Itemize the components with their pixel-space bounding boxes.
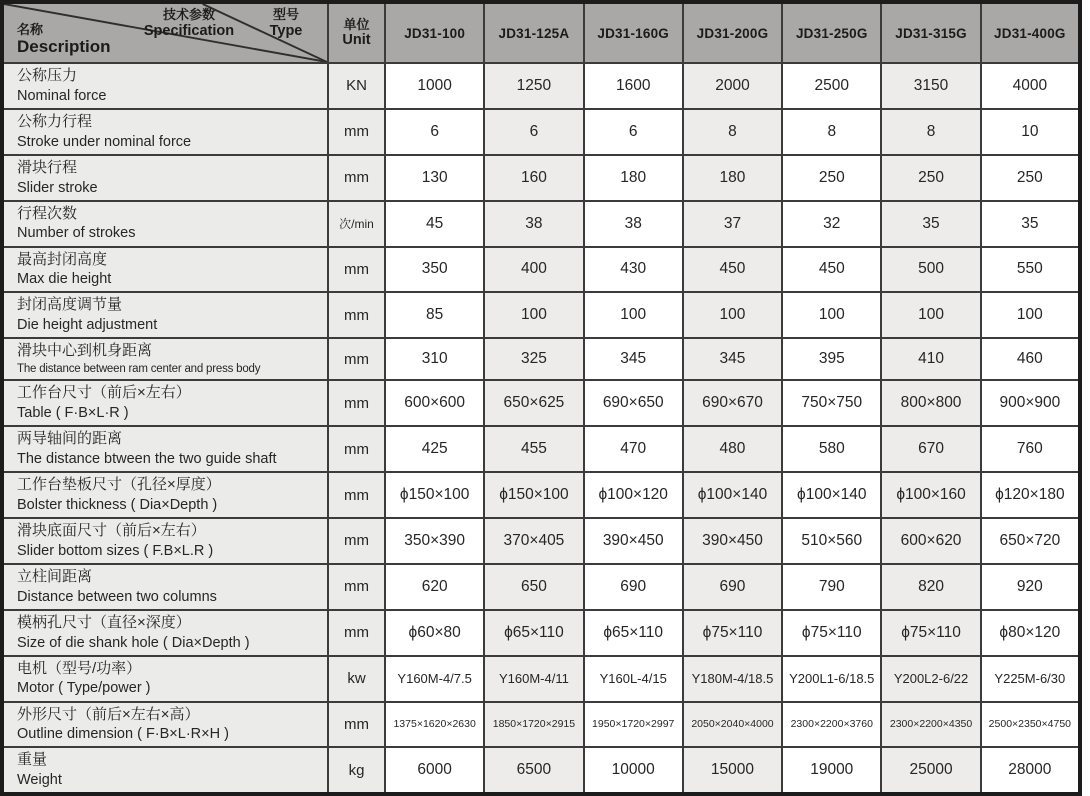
model-column-header: JD31-160G	[584, 2, 683, 63]
spec-value: ϕ75×110	[881, 610, 980, 656]
spec-value: 390×450	[683, 518, 782, 564]
spec-value: 250	[981, 155, 1080, 201]
spec-value: 250	[881, 155, 980, 201]
spec-value: Y160M-4/11	[484, 656, 583, 702]
row-label	[2, 564, 328, 610]
spec-value: 3150	[881, 63, 980, 109]
spec-value: ϕ75×110	[683, 610, 782, 656]
spec-value: 500	[881, 247, 980, 293]
spec-table-body	[2, 63, 1080, 794]
row-label	[2, 472, 328, 518]
spec-value: 160	[484, 155, 583, 201]
spec-value: 100	[782, 292, 881, 338]
row-label-en: Slider bottom sizes ( F.B×L.R )	[17, 542, 214, 559]
spec-value: 38	[584, 201, 683, 247]
spec-value: 1850×1720×2915	[484, 702, 583, 748]
spec-value: 600×600	[385, 380, 484, 426]
spec-value: 350×390	[385, 518, 484, 564]
model-column-header: JD31-315G	[881, 2, 980, 63]
row-label-cn: 两导轴间的距离	[17, 430, 123, 448]
row-label	[2, 201, 328, 247]
row-label-en: Distance between two columns	[17, 588, 217, 605]
spec-value: 6500	[484, 747, 583, 794]
spec-value: 455	[484, 426, 583, 472]
spec-value: 8	[881, 109, 980, 155]
spec-value: 650	[484, 564, 583, 610]
spec-value: 650×625	[484, 380, 583, 426]
spec-value: 2500	[782, 63, 881, 109]
model-column-header: JD31-250G	[782, 2, 881, 63]
spec-value: 690	[683, 564, 782, 610]
spec-value: 345	[683, 338, 782, 380]
spec-value: 750×750	[782, 380, 881, 426]
row-label-cn: 重量	[17, 751, 48, 769]
name-label-en: Description	[17, 37, 111, 57]
row-label	[2, 63, 328, 109]
row-label-en: Table ( F·B×L·R )	[17, 405, 129, 422]
spec-value: 600×620	[881, 518, 980, 564]
spec-value: 180	[584, 155, 683, 201]
corner-header-cell	[2, 2, 328, 63]
row-label-en: Outline dimension ( F·B×L·R×H )	[17, 726, 229, 743]
row-label-en: Number of strokes	[17, 225, 136, 242]
spec-value: 395	[782, 338, 881, 380]
row-label-cn: 工作台尺寸（前后×左右）	[17, 384, 191, 402]
spec-value: 4000	[981, 63, 1080, 109]
corner-name-label	[17, 23, 111, 57]
spec-value: Y225M-6/30	[981, 656, 1080, 702]
spec-value: 25000	[881, 747, 980, 794]
spec-value: ϕ100×140	[782, 472, 881, 518]
spec-value: Y200L1-6/18.5	[782, 656, 881, 702]
spec-value: ϕ75×110	[782, 610, 881, 656]
corner-spec-label	[120, 8, 258, 40]
spec-value: 345	[584, 338, 683, 380]
spec-value: 32	[782, 201, 881, 247]
table-row	[2, 472, 1080, 518]
row-label-cn: 行程次数	[17, 204, 78, 222]
unit-header-en: Unit	[342, 32, 371, 49]
type-label-en: Type	[269, 22, 303, 39]
spec-value: 28000	[981, 747, 1080, 794]
row-label-en: Max die height	[17, 271, 112, 288]
spec-value: 2000	[683, 63, 782, 109]
row-label-en: Weight	[17, 772, 62, 789]
spec-value: 620	[385, 564, 484, 610]
row-unit: mm	[328, 472, 385, 518]
table-row	[2, 426, 1080, 472]
row-label	[2, 155, 328, 201]
row-label-en: Slider stroke	[17, 179, 98, 196]
row-label-cn: 立柱间距离	[17, 567, 93, 585]
model-column-header: JD31-100	[385, 2, 484, 63]
spec-value: 425	[385, 426, 484, 472]
spec-value: 35	[881, 201, 980, 247]
row-unit: mm	[328, 338, 385, 380]
row-label-cn: 电机（型号/功率）	[17, 659, 142, 677]
unit-column-header	[328, 2, 385, 63]
row-label-en: Stroke under nominal force	[17, 133, 192, 150]
spec-label-cn: 技术参数	[162, 7, 215, 22]
name-label-cn: 名称	[17, 21, 44, 37]
table-row	[2, 656, 1080, 702]
spec-value: 760	[981, 426, 1080, 472]
row-label-cn: 公称压力	[17, 67, 78, 84]
row-unit: mm	[328, 109, 385, 155]
spec-value: Y160L-4/15	[584, 656, 683, 702]
spec-value: ϕ100×120	[584, 472, 683, 518]
row-label	[2, 656, 328, 702]
row-label	[2, 610, 328, 656]
spec-value: 820	[881, 564, 980, 610]
spec-value: ϕ120×180	[981, 472, 1080, 518]
table-row	[2, 63, 1080, 109]
spec-value: 180	[683, 155, 782, 201]
spec-value: 350	[385, 247, 484, 293]
header-row	[2, 2, 1080, 63]
row-unit: KN	[328, 63, 385, 109]
spec-value: 470	[584, 426, 683, 472]
row-label-cn: 模柄孔尺寸（直径×深度）	[17, 613, 191, 631]
row-label	[2, 518, 328, 564]
row-unit: mm	[328, 155, 385, 201]
spec-value: 2300×2200×4350	[881, 702, 980, 748]
spec-value: 2050×2040×4000	[683, 702, 782, 748]
model-column-header: JD31-125A	[484, 2, 583, 63]
spec-value: 410	[881, 338, 980, 380]
row-label-en: Bolster thickness ( Dia×Depth )	[17, 496, 218, 513]
spec-value: 8	[683, 109, 782, 155]
spec-value: ϕ100×160	[881, 472, 980, 518]
spec-value: ϕ100×140	[683, 472, 782, 518]
spec-value: 6	[385, 109, 484, 155]
row-unit: mm	[328, 518, 385, 564]
spec-value: Y160M-4/7.5	[385, 656, 484, 702]
spec-value: 690×650	[584, 380, 683, 426]
spec-value: Y180M-4/18.5	[683, 656, 782, 702]
spec-value: 800×800	[881, 380, 980, 426]
spec-value: 460	[981, 338, 1080, 380]
spec-value: 450	[683, 247, 782, 293]
spec-value: 45	[385, 201, 484, 247]
row-label-en: The distance between ram center and press body	[17, 363, 261, 375]
row-label	[2, 109, 328, 155]
spec-value: 1000	[385, 63, 484, 109]
row-label-en: Die height adjustment	[17, 317, 158, 334]
spec-value: ϕ60×80	[385, 610, 484, 656]
spec-value: 1600	[584, 63, 683, 109]
spec-value: 325	[484, 338, 583, 380]
spec-value: ϕ65×110	[584, 610, 683, 656]
spec-value: 100	[683, 292, 782, 338]
row-unit: mm	[328, 610, 385, 656]
row-label-cn: 滑块中心到机身距离	[17, 342, 153, 360]
spec-value: 15000	[683, 747, 782, 794]
table-row	[2, 292, 1080, 338]
table-row	[2, 109, 1080, 155]
spec-value: 130	[385, 155, 484, 201]
spec-value: 10	[981, 109, 1080, 155]
spec-value: 430	[584, 247, 683, 293]
row-unit: 次/min	[328, 201, 385, 247]
spec-value: 100	[881, 292, 980, 338]
spec-value: 390×450	[584, 518, 683, 564]
table-row	[2, 247, 1080, 293]
row-label-cn: 工作台垫板尺寸（孔径×厚度）	[17, 476, 221, 494]
spec-value: 100	[584, 292, 683, 338]
row-label	[2, 338, 328, 380]
row-unit: mm	[328, 247, 385, 293]
spec-value: Y200L2-6/22	[881, 656, 980, 702]
spec-value: 100	[981, 292, 1080, 338]
table-row	[2, 518, 1080, 564]
spec-value: 510×560	[782, 518, 881, 564]
spec-value: 480	[683, 426, 782, 472]
spec-value: 2300×2200×3760	[782, 702, 881, 748]
row-label-en: Size of die shank hole ( Dia×Depth )	[17, 634, 250, 651]
spec-value: 310	[385, 338, 484, 380]
spec-value: 6000	[385, 747, 484, 794]
row-label	[2, 426, 328, 472]
row-label	[2, 247, 328, 293]
table-row	[2, 564, 1080, 610]
spec-value: 19000	[782, 747, 881, 794]
row-label-en: Motor ( Type/power )	[17, 680, 151, 697]
spec-value: 900×900	[981, 380, 1080, 426]
table-row	[2, 702, 1080, 748]
row-unit: mm	[328, 426, 385, 472]
spec-value: 37	[683, 201, 782, 247]
spec-value: ϕ150×100	[385, 472, 484, 518]
spec-value: 690	[584, 564, 683, 610]
spec-value: 400	[484, 247, 583, 293]
table-header	[2, 2, 1080, 63]
row-label	[2, 292, 328, 338]
spec-value: 250	[782, 155, 881, 201]
row-label-en: Nominal force	[17, 87, 107, 104]
spec-value: ϕ150×100	[484, 472, 583, 518]
corner-type-label	[253, 8, 319, 40]
type-label-cn: 型号	[272, 7, 299, 22]
spec-value: ϕ65×110	[484, 610, 583, 656]
spec-value: 920	[981, 564, 1080, 610]
row-label-cn: 公称力行程	[17, 112, 93, 130]
spec-value: 6	[584, 109, 683, 155]
row-label-cn: 最高封闭高度	[17, 250, 108, 268]
spec-value: 550	[981, 247, 1080, 293]
spec-value: 1375×1620×2630	[385, 702, 484, 748]
row-label	[2, 747, 328, 794]
spec-value: 650×720	[981, 518, 1080, 564]
row-unit: kw	[328, 656, 385, 702]
model-column-header: JD31-200G	[683, 2, 782, 63]
unit-header-cn: 单位	[343, 16, 370, 32]
row-unit: mm	[328, 702, 385, 748]
spec-value: ϕ80×120	[981, 610, 1080, 656]
row-label-en: The distance btween the two guide shaft	[17, 451, 277, 467]
table-row	[2, 747, 1080, 794]
row-label-cn: 滑块底面尺寸（前后×左右）	[17, 522, 206, 539]
model-column-header: JD31-400G	[981, 2, 1080, 63]
spec-value: 100	[484, 292, 583, 338]
table-row	[2, 201, 1080, 247]
spec-value: 35	[981, 201, 1080, 247]
row-label	[2, 380, 328, 426]
spec-value: 38	[484, 201, 583, 247]
row-label-cn: 滑块行程	[17, 158, 78, 176]
row-unit: mm	[328, 380, 385, 426]
table-row	[2, 338, 1080, 380]
row-label-cn: 封闭高度调节量	[17, 296, 123, 314]
table-row	[2, 155, 1080, 201]
spec-label-en: Specification	[143, 22, 235, 39]
spec-value: 670	[881, 426, 980, 472]
spec-value: 10000	[584, 747, 683, 794]
row-unit: kg	[328, 747, 385, 794]
spec-value: 8	[782, 109, 881, 155]
spec-value: 1250	[484, 63, 583, 109]
table-row	[2, 610, 1080, 656]
spec-value: 690×670	[683, 380, 782, 426]
spec-value: 6	[484, 109, 583, 155]
spec-value: 790	[782, 564, 881, 610]
spec-value: 2500×2350×4750	[981, 702, 1080, 748]
spec-value: 450	[782, 247, 881, 293]
row-unit: mm	[328, 292, 385, 338]
spec-value: 370×405	[484, 518, 583, 564]
row-label-cn: 外形尺寸（前后×左右×高）	[17, 705, 200, 723]
row-unit: mm	[328, 564, 385, 610]
spec-value: 580	[782, 426, 881, 472]
spec-value: 1950×1720×2997	[584, 702, 683, 748]
spec-value: 85	[385, 292, 484, 338]
row-label	[2, 702, 328, 748]
table-row	[2, 380, 1080, 426]
